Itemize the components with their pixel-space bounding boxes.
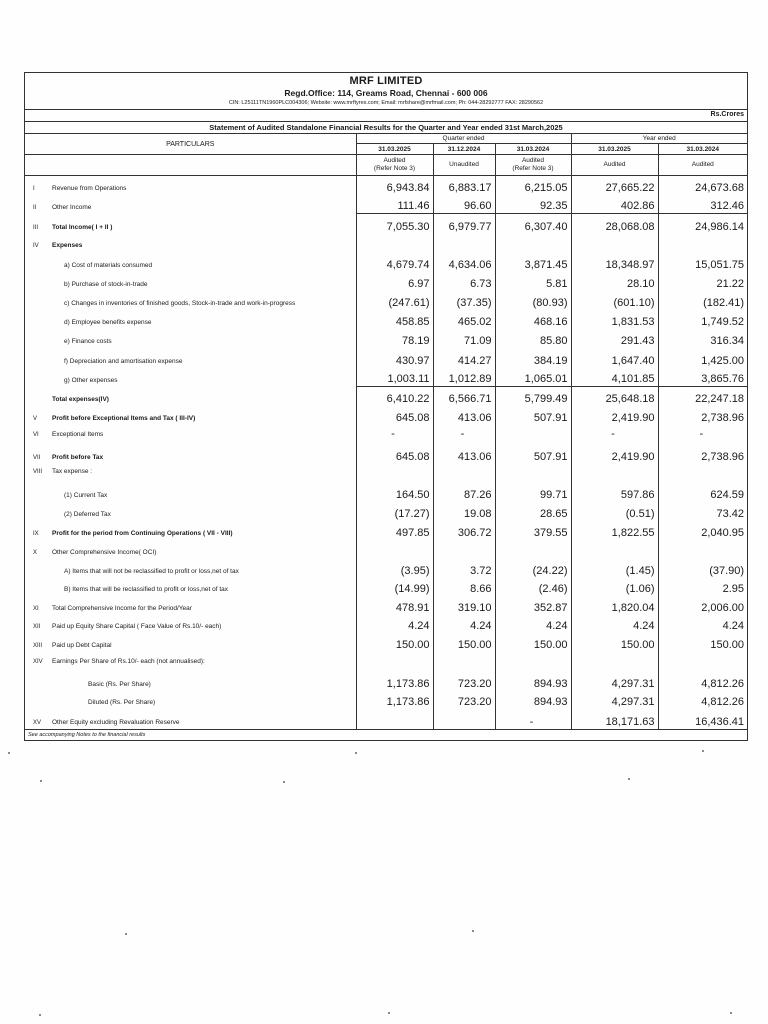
value-cell bbox=[495, 652, 571, 668]
table-row bbox=[25, 310, 747, 329]
value-cell: 458.85 bbox=[356, 310, 433, 329]
row-label: Basic (Rs. Per Share) bbox=[88, 680, 151, 688]
value-cell: 352.87 bbox=[495, 596, 571, 615]
row-label: Revenue from Operations bbox=[52, 184, 127, 192]
row-number bbox=[25, 387, 50, 406]
value-cell: (3.95) bbox=[356, 559, 433, 578]
row-number bbox=[25, 252, 50, 272]
table-row bbox=[25, 234, 747, 252]
status-col-5: Audited bbox=[658, 155, 747, 176]
table-row bbox=[25, 578, 747, 596]
table-row bbox=[25, 425, 747, 441]
row-number: XI bbox=[33, 605, 39, 612]
scan-speck bbox=[730, 1012, 732, 1014]
value-cell bbox=[433, 709, 495, 729]
value-cell: 6.97 bbox=[356, 272, 433, 291]
value-cell: (601.10) bbox=[571, 291, 658, 310]
value-cell: 6,215.05 bbox=[495, 176, 571, 195]
value-cell: 2,419.90 bbox=[571, 406, 658, 425]
value-cell bbox=[356, 540, 433, 559]
value-cell: 4.24 bbox=[356, 615, 433, 633]
table-row bbox=[25, 348, 747, 368]
row-label: B) Items that will be reclassified to profit or loss,net of tax bbox=[64, 585, 229, 593]
value-cell: 4,101.85 bbox=[571, 368, 658, 387]
value-cell: 111.46 bbox=[356, 195, 433, 214]
value-cell: - bbox=[356, 425, 433, 441]
value-cell: 2,738.96 bbox=[658, 441, 747, 464]
table-title: Statement of Audited Standalone Financial Results for the Quarter and Year ended 31st March,2025 bbox=[25, 122, 747, 134]
table-row bbox=[25, 368, 747, 387]
table-row bbox=[25, 615, 747, 633]
value-cell: (14.99) bbox=[356, 578, 433, 596]
value-cell: - bbox=[433, 425, 495, 441]
value-cell: 723.20 bbox=[433, 691, 495, 709]
value-cell: 3,865.76 bbox=[658, 368, 747, 387]
scan-speck bbox=[355, 752, 357, 754]
row-number: X bbox=[33, 549, 38, 556]
value-cell bbox=[356, 652, 433, 668]
row-label: Paid up Equity Share Capital ( Face Value of Rs.10/- each) bbox=[52, 622, 222, 630]
value-cell: 164.50 bbox=[356, 478, 433, 502]
row-number: XV bbox=[33, 719, 42, 726]
value-cell: 312.46 bbox=[658, 195, 747, 214]
value-cell bbox=[495, 464, 571, 478]
value-cell: - bbox=[571, 425, 658, 441]
value-cell: 4,812.26 bbox=[658, 668, 747, 691]
scan-speck bbox=[628, 778, 630, 780]
row-label: d) Employee benefits expense bbox=[64, 318, 152, 326]
scan-speck bbox=[8, 752, 10, 754]
value-cell: 85.80 bbox=[495, 329, 571, 348]
value-cell: 2.95 bbox=[658, 578, 747, 596]
value-cell: 316.34 bbox=[658, 329, 747, 348]
row-label: Exceptional Items bbox=[52, 430, 104, 438]
date-col-1: 31.03.2025 bbox=[356, 144, 433, 155]
status-col-1: Audited (Refer Note 3) bbox=[356, 155, 433, 176]
table-row bbox=[25, 291, 747, 310]
value-cell: 319.10 bbox=[433, 596, 495, 615]
value-cell: 402.86 bbox=[571, 195, 658, 214]
table-row bbox=[25, 176, 747, 195]
value-cell: (37.90) bbox=[658, 559, 747, 578]
value-cell bbox=[433, 652, 495, 668]
value-cell: 1,820.04 bbox=[571, 596, 658, 615]
row-number bbox=[25, 272, 50, 291]
letterhead bbox=[25, 73, 747, 110]
value-cell: 4.24 bbox=[433, 615, 495, 633]
value-cell: 414.27 bbox=[433, 348, 495, 368]
value-cell: 507.91 bbox=[495, 441, 571, 464]
scan-speck bbox=[39, 1014, 41, 1016]
value-cell: 4,297.31 bbox=[571, 691, 658, 709]
table-row bbox=[25, 464, 747, 478]
value-cell: 16,436.41 bbox=[658, 709, 747, 729]
value-cell: 4,634.06 bbox=[433, 252, 495, 272]
row-number: V bbox=[33, 415, 38, 422]
value-cell: 478.91 bbox=[356, 596, 433, 615]
table-row bbox=[25, 540, 747, 559]
table-row bbox=[25, 521, 747, 540]
value-cell: 92.35 bbox=[495, 195, 571, 214]
row-label: f) Depreciation and amortisation expense bbox=[64, 357, 183, 365]
value-cell: 4,297.31 bbox=[571, 668, 658, 691]
value-cell: 597.86 bbox=[571, 478, 658, 502]
value-cell: 4,679.74 bbox=[356, 252, 433, 272]
value-cell: 291.43 bbox=[571, 329, 658, 348]
row-label: Total Income( I + II ) bbox=[52, 223, 113, 231]
value-cell: 5.81 bbox=[495, 272, 571, 291]
status-col-2: Unaudited bbox=[433, 155, 495, 176]
table-row bbox=[25, 559, 747, 578]
value-cell: 24,986.14 bbox=[658, 214, 747, 234]
table-row bbox=[25, 195, 747, 214]
value-cell: 1,749.52 bbox=[658, 310, 747, 329]
table-row bbox=[25, 406, 747, 425]
value-cell bbox=[658, 464, 747, 478]
value-cell: 19.08 bbox=[433, 502, 495, 521]
value-cell: 468.16 bbox=[495, 310, 571, 329]
row-label: Profit before Exceptional Items and Tax ( III-IV) bbox=[52, 414, 196, 422]
row-number bbox=[25, 329, 50, 348]
value-cell: 7,055.30 bbox=[356, 214, 433, 234]
value-cell: 150.00 bbox=[571, 633, 658, 652]
value-cell: 28.10 bbox=[571, 272, 658, 291]
row-number: III bbox=[33, 224, 39, 231]
value-cell: 4.24 bbox=[495, 615, 571, 633]
table-row bbox=[25, 252, 747, 272]
row-label: b) Purchase of stock-in-trade bbox=[64, 280, 148, 288]
value-cell: - bbox=[658, 425, 747, 441]
row-number: VIII bbox=[33, 468, 43, 475]
value-cell: 6,566.71 bbox=[433, 387, 495, 406]
value-cell: 4.24 bbox=[658, 615, 747, 633]
value-cell bbox=[495, 425, 571, 441]
value-cell: 71.09 bbox=[433, 329, 495, 348]
table-row bbox=[25, 272, 747, 291]
row-number: XII bbox=[33, 623, 41, 630]
value-cell: 1,003.11 bbox=[356, 368, 433, 387]
row-label: (2) Deferred Tax bbox=[64, 510, 111, 518]
row-number: II bbox=[33, 204, 37, 211]
row-label: Profit for the period from Continuing Operations ( VII - VIII) bbox=[52, 529, 233, 537]
row-label: c) Changes in inventories of finished goods, Stock-in-trade and work-in-progress bbox=[64, 299, 296, 307]
value-cell bbox=[571, 234, 658, 252]
value-cell: 723.20 bbox=[433, 668, 495, 691]
row-number: I bbox=[33, 185, 35, 192]
units-label: Rs.Crores bbox=[25, 110, 747, 122]
year-ended-header: Year ended bbox=[571, 134, 747, 144]
value-cell: (182.41) bbox=[658, 291, 747, 310]
value-cell: 99.71 bbox=[495, 478, 571, 502]
status-col-4: Audited bbox=[571, 155, 658, 176]
row-number bbox=[25, 668, 50, 691]
company-name: MRF LIMITED bbox=[349, 75, 423, 87]
value-cell: 6.73 bbox=[433, 272, 495, 291]
scan-speck bbox=[388, 1012, 390, 1014]
results-sheet bbox=[24, 72, 748, 741]
value-cell: 413.06 bbox=[433, 406, 495, 425]
row-number bbox=[25, 691, 50, 709]
value-cell: 73.42 bbox=[658, 502, 747, 521]
value-cell: 78.19 bbox=[356, 329, 433, 348]
row-number: IV bbox=[33, 242, 39, 249]
value-cell bbox=[433, 464, 495, 478]
value-cell: 3,871.45 bbox=[495, 252, 571, 272]
value-cell: 497.85 bbox=[356, 521, 433, 540]
scan-speck bbox=[702, 750, 704, 752]
row-number bbox=[25, 291, 50, 310]
value-cell bbox=[433, 540, 495, 559]
value-cell: (80.93) bbox=[495, 291, 571, 310]
value-cell: 150.00 bbox=[433, 633, 495, 652]
value-cell: 6,883.17 bbox=[433, 176, 495, 195]
value-cell bbox=[356, 234, 433, 252]
row-label: Diluted (Rs. Per Share) bbox=[88, 698, 156, 706]
value-cell: 27,665.22 bbox=[571, 176, 658, 195]
row-label: Paid up Debt Capital bbox=[52, 641, 112, 649]
scan-speck bbox=[125, 933, 127, 935]
table-row bbox=[25, 652, 747, 668]
row-label: Earnings Per Share of Rs.10/- each (not annualised): bbox=[52, 657, 205, 665]
scan-speck bbox=[472, 930, 474, 932]
value-cell bbox=[658, 652, 747, 668]
value-cell: 150.00 bbox=[495, 633, 571, 652]
table-row bbox=[25, 633, 747, 652]
cin-contact-line: CIN: L25111TN1960PLC004306; Website: www.mrftyres.com; Email: mrfshare@mrfmail.com; Ph: 044-28292777 FAX: 28290562 bbox=[228, 100, 544, 106]
row-number bbox=[25, 368, 50, 387]
table-row bbox=[25, 329, 747, 348]
row-number bbox=[25, 502, 50, 521]
value-cell: 413.06 bbox=[433, 441, 495, 464]
value-cell: 645.08 bbox=[356, 441, 433, 464]
table-row bbox=[25, 596, 747, 615]
value-cell: 22,247.18 bbox=[658, 387, 747, 406]
value-cell: (247.61) bbox=[356, 291, 433, 310]
value-cell: (17.27) bbox=[356, 502, 433, 521]
row-number: IX bbox=[33, 530, 39, 537]
table-row bbox=[25, 214, 747, 234]
row-label: Other Equity excluding Revaluation Reserve bbox=[52, 718, 180, 726]
table-row bbox=[25, 441, 747, 464]
table-row bbox=[25, 387, 747, 406]
scan-speck bbox=[283, 781, 285, 783]
value-cell: (24.22) bbox=[495, 559, 571, 578]
value-cell: 5,799.49 bbox=[495, 387, 571, 406]
value-cell: 894.93 bbox=[495, 691, 571, 709]
value-cell bbox=[658, 234, 747, 252]
value-cell: 28,068.08 bbox=[571, 214, 658, 234]
row-number: XIV bbox=[33, 658, 43, 665]
value-cell: 1,065.01 bbox=[495, 368, 571, 387]
particulars-header: PARTICULARS bbox=[25, 134, 356, 155]
row-number: VII bbox=[33, 454, 41, 461]
row-label: e) Finance costs bbox=[64, 337, 112, 345]
date-col-2: 31.12.2024 bbox=[433, 144, 495, 155]
date-col-4: 31.03.2025 bbox=[571, 144, 658, 155]
value-cell: 465.02 bbox=[433, 310, 495, 329]
row-number bbox=[25, 348, 50, 368]
value-cell: 645.08 bbox=[356, 406, 433, 425]
value-cell: 96.60 bbox=[433, 195, 495, 214]
row-label: Other Comprehensive Income( OCI) bbox=[52, 548, 157, 556]
value-cell: 384.19 bbox=[495, 348, 571, 368]
value-cell bbox=[571, 464, 658, 478]
value-cell bbox=[356, 464, 433, 478]
value-cell: 21.22 bbox=[658, 272, 747, 291]
value-cell: (1.45) bbox=[571, 559, 658, 578]
value-cell: 6,979.77 bbox=[433, 214, 495, 234]
table-row bbox=[25, 502, 747, 521]
value-cell: 624.59 bbox=[658, 478, 747, 502]
value-cell: (37.35) bbox=[433, 291, 495, 310]
value-cell: 87.26 bbox=[433, 478, 495, 502]
value-cell bbox=[356, 709, 433, 729]
value-cell bbox=[571, 652, 658, 668]
value-cell: 4,812.26 bbox=[658, 691, 747, 709]
row-number: VI bbox=[33, 431, 39, 438]
value-cell bbox=[658, 540, 747, 559]
row-label: Profit before Tax bbox=[52, 453, 104, 461]
footnote: See accompanying Notes to the financial results bbox=[25, 729, 747, 740]
row-label: Total expenses(IV) bbox=[52, 395, 109, 403]
value-cell: 6,307.40 bbox=[495, 214, 571, 234]
row-number bbox=[25, 578, 50, 596]
row-number bbox=[25, 559, 50, 578]
value-cell: 28.65 bbox=[495, 502, 571, 521]
value-cell: 150.00 bbox=[356, 633, 433, 652]
status-col-3: Audited (Refer Note 3) bbox=[495, 155, 571, 176]
row-number bbox=[25, 310, 50, 329]
value-cell: 150.00 bbox=[658, 633, 747, 652]
value-cell: 2,006.00 bbox=[658, 596, 747, 615]
row-label: Other Income bbox=[52, 203, 92, 211]
value-cell: 1,831.53 bbox=[571, 310, 658, 329]
financial-results-table bbox=[25, 122, 747, 729]
table-row bbox=[25, 478, 747, 502]
scan-speck bbox=[40, 780, 42, 782]
row-label: Expenses bbox=[52, 241, 83, 249]
value-cell: 4.24 bbox=[571, 615, 658, 633]
value-cell: 15,051.75 bbox=[658, 252, 747, 272]
date-col-3: 31.03.2024 bbox=[495, 144, 571, 155]
value-cell: 6,943.84 bbox=[356, 176, 433, 195]
value-cell: 18,348.97 bbox=[571, 252, 658, 272]
value-cell: (0.51) bbox=[571, 502, 658, 521]
value-cell: 1,173.86 bbox=[356, 691, 433, 709]
row-label: (1) Current Tax bbox=[64, 491, 108, 499]
row-number: XIII bbox=[33, 642, 43, 649]
value-cell: 1,647.40 bbox=[571, 348, 658, 368]
value-cell: (2.46) bbox=[495, 578, 571, 596]
registered-office: Regd.Office: 114, Greams Road, Chennai - 600 006 bbox=[284, 88, 488, 98]
row-number bbox=[25, 478, 50, 502]
table-row bbox=[25, 668, 747, 691]
value-cell bbox=[433, 234, 495, 252]
value-cell: - bbox=[495, 709, 571, 729]
row-label: g) Other expenses bbox=[64, 376, 118, 384]
table-row bbox=[25, 691, 747, 709]
value-cell: 379.55 bbox=[495, 521, 571, 540]
value-cell: 2,419.90 bbox=[571, 441, 658, 464]
value-cell: 894.93 bbox=[495, 668, 571, 691]
value-cell: 24,673.68 bbox=[658, 176, 747, 195]
value-cell bbox=[495, 540, 571, 559]
value-cell: (1.06) bbox=[571, 578, 658, 596]
row-label: A) Items that will not be reclassified to profit or loss,net of tax bbox=[64, 567, 239, 575]
value-cell bbox=[571, 540, 658, 559]
value-cell: 2,040.95 bbox=[658, 521, 747, 540]
value-cell: 3.72 bbox=[433, 559, 495, 578]
value-cell: 2,738.96 bbox=[658, 406, 747, 425]
value-cell: 430.97 bbox=[356, 348, 433, 368]
value-cell: 507.91 bbox=[495, 406, 571, 425]
value-cell: 1,173.86 bbox=[356, 668, 433, 691]
table-row bbox=[25, 709, 747, 729]
value-cell: 1,425.00 bbox=[658, 348, 747, 368]
row-label: Total Comprehensive Income for the Period/Year bbox=[52, 604, 192, 612]
value-cell: 25,648.18 bbox=[571, 387, 658, 406]
value-cell: 1,822.55 bbox=[571, 521, 658, 540]
quarter-ended-header: Quarter ended bbox=[356, 134, 571, 144]
value-cell: 1,012.89 bbox=[433, 368, 495, 387]
value-cell: 8.66 bbox=[433, 578, 495, 596]
value-cell bbox=[495, 234, 571, 252]
date-col-5: 31.03.2024 bbox=[658, 144, 747, 155]
value-cell: 18,171.63 bbox=[571, 709, 658, 729]
row-label: Tax expense : bbox=[52, 467, 93, 475]
value-cell: 6,410.22 bbox=[356, 387, 433, 406]
row-label: a) Cost of materials consumed bbox=[64, 261, 153, 269]
value-cell: 306.72 bbox=[433, 521, 495, 540]
